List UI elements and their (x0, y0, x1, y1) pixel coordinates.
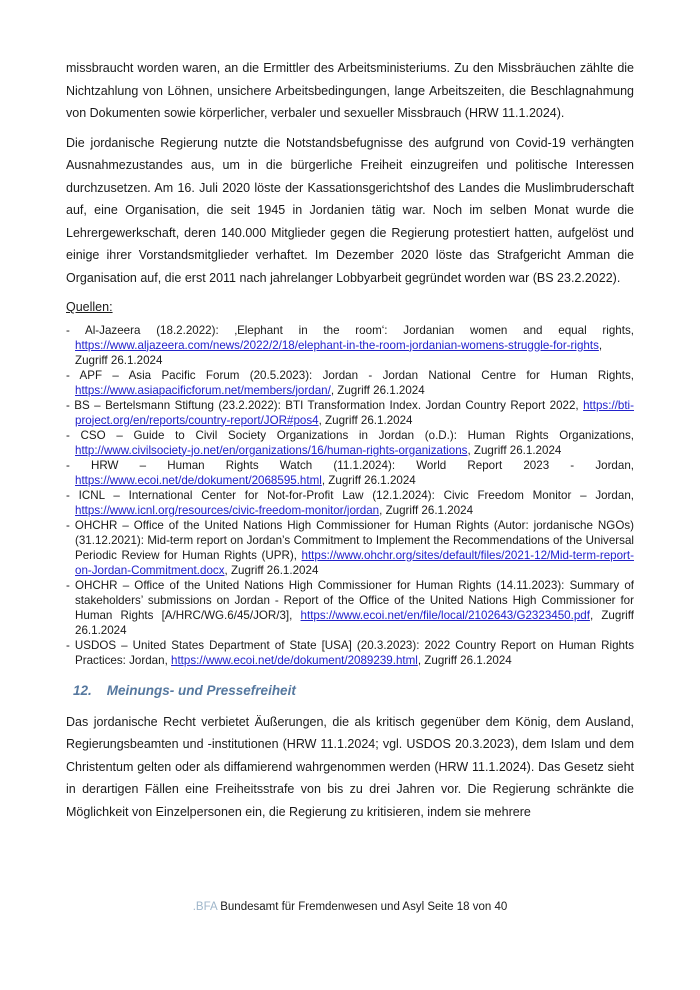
source-link[interactable]: https://www.ecoi.net/en/file/local/2102643/G2323450.pdf (300, 608, 590, 622)
source-access-date: , Zugriff 26.1.2024 (224, 563, 319, 577)
sources-list (66, 323, 634, 668)
source-text: - CSO – Guide to Civil Society Organizations in Jordan (o.D.): Human Rights Organizations, (66, 428, 634, 442)
footer-text: Bundesamt für Fremdenwesen und Asyl Seite 18 von 40 (217, 901, 508, 913)
source-item-ohchr-2 (66, 578, 634, 638)
source-text: - APF – Asia Pacific Forum (20.5.2023): Jordan - Jordan National Centre for Human Rights, (66, 368, 634, 382)
section-heading (73, 683, 634, 698)
source-link[interactable]: https://www.ohchr.org/sites/default/files/2021-12/Mid-term-report-on-Jordan-Commitment.docx (75, 548, 634, 577)
section-number: 12. (73, 682, 92, 698)
source-item-aljazeera (66, 323, 634, 368)
paragraph-expression-law: Das jordanische Recht verbietet Äußerungen, die als kritisch gegenüber dem König, dem Ausland, Regierungsbeamten und -institutionen (HRW 11.1.2024; vgl. USDOS 20.3.2023), dem Islam und dem Christentum gelten oder als diffamierend wahrgenommen werden (HRW 11.1.2024). Das Gesetz sieht in derartigen Fällen eine Freiheitsstrafe von bis zu drei Jahren vor. Die Regierung schränkte die Möglichkeit von Einzelpersonen ein, die Regierung zu kritisieren, indem sie mehrere (66, 714, 634, 819)
source-access-date: , Zugriff 26.1.2024 (75, 608, 634, 637)
source-item-hrw (66, 458, 634, 488)
source-link[interactable]: https://www.icnl.org/resources/civic-freedom-monitor/jordan (75, 503, 380, 517)
source-text: - ICNL – International Center for Not-for-Profit Law (12.1.2024): Civic Freedom Monitor – Jordan, (66, 488, 634, 502)
source-access-date: , Zugriff 26.1.2024 (467, 443, 562, 457)
source-link[interactable]: https://bti-project.org/en/reports/country-report/JOR#pos4 (75, 398, 634, 427)
source-link[interactable]: https://www.aljazeera.com/news/2022/2/18/elephant-in-the-room-jordanian-womens-struggle-for-rights (75, 338, 599, 352)
source-item-usdos (66, 638, 634, 668)
source-text: - OHCHR – Office of the United Nations High Commissioner for Human Rights (Autor: jordanische NGOs) (31.12.2021): Mid-term report on Jordan’s Commitment to Implement the Recommendations of the Universal Periodic Review for Human Rights (UPR), (66, 518, 634, 562)
source-access-date: , Zugriff 26.1.2024 (379, 503, 474, 517)
source-item-apf (66, 368, 634, 398)
paragraph-emergency-powers: Die jordanische Regierung nutzte die Notstandsbefugnisse des aufgrund von Covid-19 verhängten Ausnahmezustandes aus, um in die bürgerliche Freiheit einzugreifen und politische Interessen durchzusetzen. Am 16. Juli 2020 löste der Kassationsgerichtshof des Landes die Muslimbruderschaft auf, eine Organisation, die seit 1945 in Jordanien tätig war. Noch im selben Monat wurde die Lehrergewerkschaft, deren 140.000 Mitglieder gegen die Regierung protestiert hatten, aufgelöst und einige ihrer Vorstandsmitglieder verhaftet. Im Dezember 2020 löste das Strafgericht Amman die Organisation auf, die erst 2011 nach jahrelanger Lobbyarbeit gegründet worden war (BS 23.2.2022). (66, 135, 634, 285)
bfa-logo: .BFA (192, 901, 218, 913)
section-title: Meinungs- und Pressefreiheit (106, 682, 296, 698)
source-link[interactable]: https://www.ecoi.net/de/dokument/2068595.html (75, 473, 322, 487)
source-text: - OHCHR – Office of the United Nations High Commissioner for Human Rights (14.11.2023): Summary of stakeholders’ submissions on Jordan - Report of the Office of the United Nations High Commissioner for Human Rights [A/HRC/WG.6/45/JOR/3], (66, 578, 634, 622)
source-link[interactable]: https://www.ecoi.net/de/dokument/2089239.html (171, 653, 418, 667)
source-text: - BS – Bertelsmann Stiftung (23.2.2022): BTI Transformation Index. Jordan Country Report 2022, (66, 398, 584, 412)
source-item-cso (66, 428, 634, 458)
source-text: - Al-Jazeera (18.2.2022): ‚Elephant in the room‘: Jordanian women and equal rights, (66, 323, 634, 337)
paragraph-abuse: missbraucht worden waren, an die Ermittler des Arbeitsministeriums. Zu den Missbräuchen zählte die Nichtzahlung von Löhnen, unsichere Arbeitsbedingungen, lange Arbeitszeiten, die Beschlagnahmung von Dokumenten sowie körperlicher, verbaler und sexueller Missbrauch (HRW 11.1.2024). (66, 61, 634, 120)
source-item-bs (66, 398, 634, 428)
source-access-date: , Zugriff 26.1.2024 (330, 383, 425, 397)
source-access-date: , Zugriff 26.1.2024 (321, 473, 416, 487)
source-text: - USDOS – United States Department of State [USA] (20.3.2023): 2022 Country Report on Human Rights Practices: Jordan, (66, 638, 634, 667)
sources-heading: Quellen: (66, 300, 113, 314)
source-link[interactable]: http://www.civilsociety-jo.net/en/organizations/16/human-rights-organizations (75, 443, 468, 457)
source-item-ohchr-1 (66, 518, 634, 578)
source-text: - HRW – Human Rights Watch (11.1.2024): World Report 2023 - Jordan, (66, 458, 634, 472)
source-access-date: , Zugriff 26.1.2024 (417, 653, 512, 667)
source-access-date: , Zugriff 26.1.2024 (75, 338, 603, 367)
source-access-date: , Zugriff 26.1.2024 (318, 413, 413, 427)
source-link[interactable]: https://www.asiapacificforum.net/members/jordan/ (75, 383, 331, 397)
page-footer (0, 901, 700, 913)
source-item-icnl (66, 488, 634, 518)
